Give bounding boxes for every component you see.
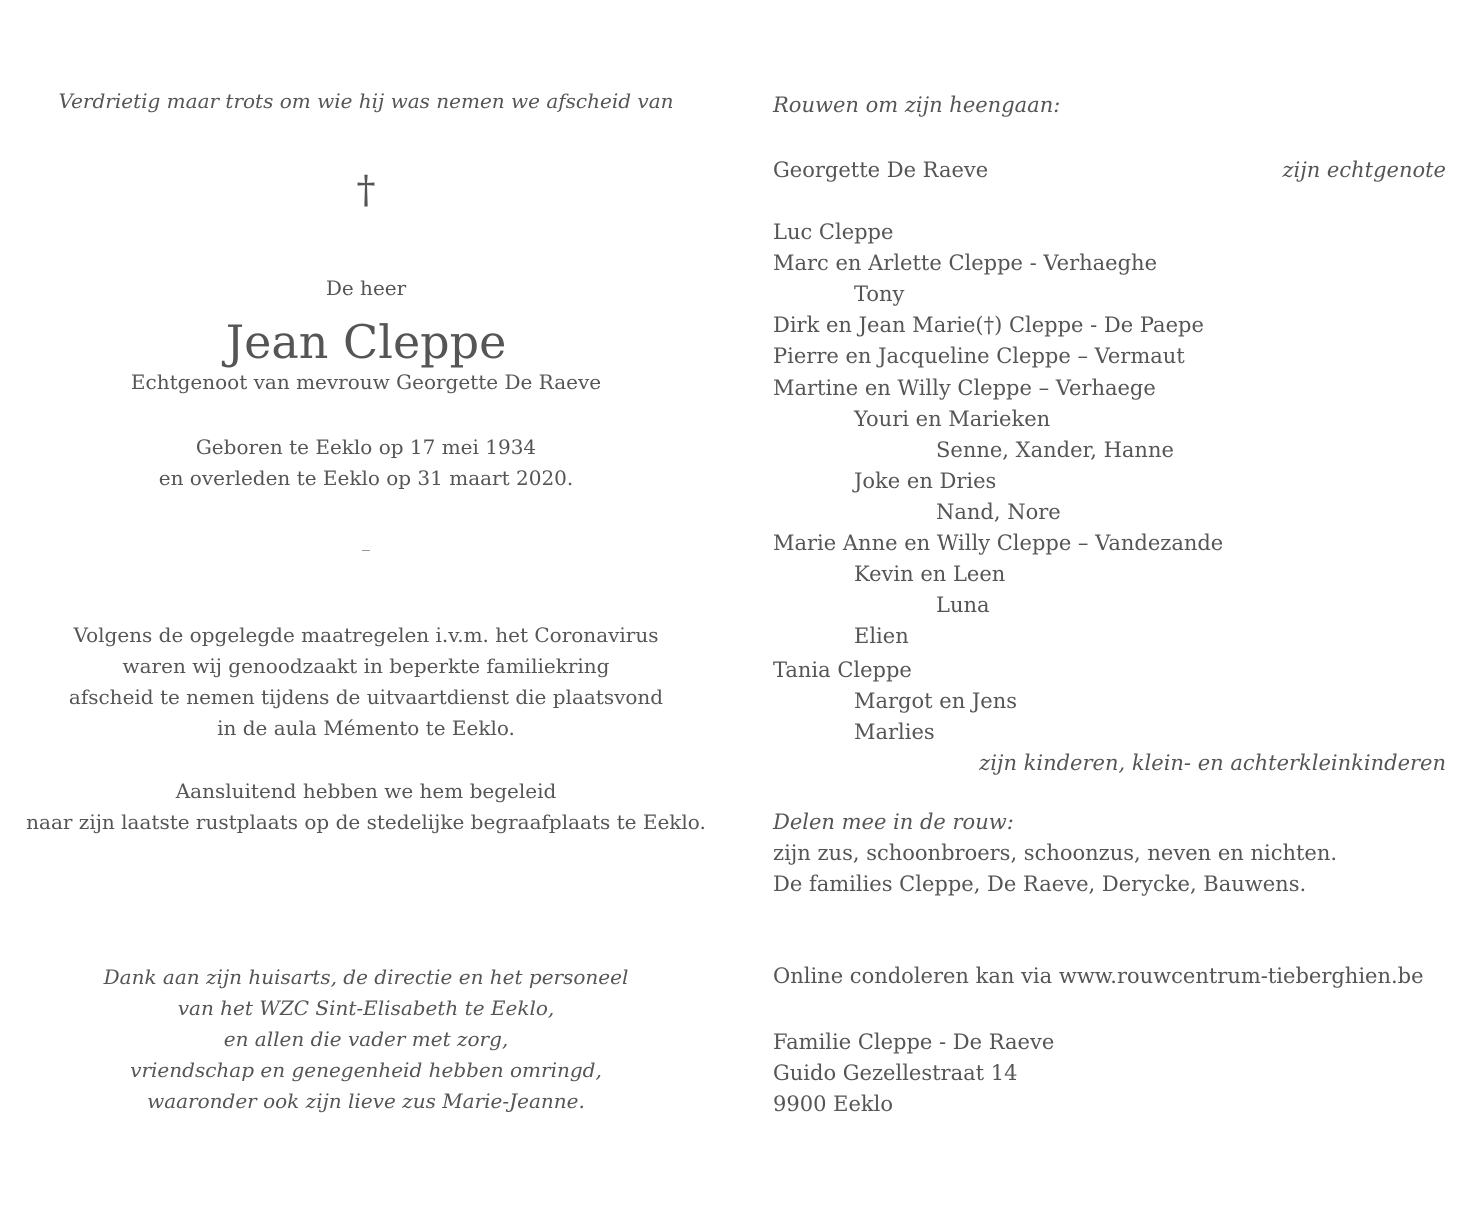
family-member: Senne, Xander, Hanne: [936, 438, 1174, 462]
spouse-name: Georgette De Raeve: [773, 158, 989, 182]
family-role: zijn kinderen, klein- en achterkleinkinderen: [979, 751, 1446, 775]
family-member: Marlies: [854, 720, 935, 744]
family-member: Nand, Nore: [936, 500, 1061, 524]
thanks-line: Dank aan zijn huisarts, de directie en het personeel: [103, 965, 629, 989]
corona-line: Volgens de opgelegde maatregelen i.v.m. het Coronavirus: [73, 623, 659, 647]
burial-line: Aansluitend hebben we hem begeleid: [175, 779, 557, 803]
family-member: Marie Anne en Willy Cleppe – Vandezande: [773, 531, 1224, 555]
thanks-paragraph: [16, 962, 716, 1117]
family-member: Margot en Jens: [854, 689, 1018, 713]
spouse-line: Echtgenoot van mevrouw Georgette De Raeve: [130, 370, 602, 394]
family-member: Joke en Dries: [854, 469, 997, 493]
online-condolence: Online condoleren kan via www.rouwcentrum-tieberghien.be: [773, 964, 1424, 988]
corona-line: in de aula Mémento te Eeklo.: [217, 716, 515, 740]
spouse-role: zijn echtgenote: [1282, 158, 1446, 182]
family-member: Pierre en Jacqueline Cleppe – Vermaut: [773, 344, 1185, 368]
family-member: Dirk en Jean Marie(†) Cleppe - De Paepe: [773, 313, 1204, 337]
corona-line: afscheid te nemen tijdens de uitvaartdienst die plaatsvond: [68, 685, 664, 709]
death-line: en overleden te Eeklo op 31 maart 2020.: [158, 466, 574, 490]
deceased-name: Jean Cleppe: [225, 315, 507, 369]
share-line: zijn zus, schoonbroers, schoonzus, neven en nichten.: [773, 841, 1338, 865]
intro-text: Verdrietig maar trots om wie hij was nemen we afscheid van: [58, 89, 674, 113]
birth-line: Geboren te Eeklo op 17 mei 1934: [195, 435, 537, 459]
corona-paragraph: [16, 620, 716, 744]
thanks-line: van het WZC Sint-Elisabeth te Eeklo,: [177, 996, 555, 1020]
thanks-line: waaronder ook zijn lieve zus Marie-Jeanne.: [147, 1089, 585, 1113]
mourning-heading: Rouwen om zijn heengaan:: [773, 93, 1061, 117]
salutation: De heer: [325, 276, 407, 300]
address-line: Guido Gezellestraat 14: [773, 1061, 1018, 1085]
family-member: Elien: [854, 624, 909, 648]
burial-line: naar zijn laatste rustplaats op de stedelijke begraafplaats te Eeklo.: [26, 810, 706, 834]
family-member: Tony: [854, 282, 905, 306]
family-member: Kevin en Leen: [854, 562, 1006, 586]
share-line: De families Cleppe, De Raeve, Derycke, Bauwens.: [773, 872, 1307, 896]
thanks-line: vriendschap en genegenheid hebben omringd,: [130, 1058, 602, 1082]
thanks-line: en allen die vader met zorg,: [223, 1027, 509, 1051]
address-line: Familie Cleppe - De Raeve: [773, 1030, 1055, 1054]
corona-line: waren wij genoodzaakt in beperkte familiekring: [122, 654, 610, 678]
family-member: Marc en Arlette Cleppe - Verhaeghe: [773, 251, 1157, 275]
share-heading: Delen mee in de rouw:: [773, 810, 1014, 834]
cross-icon: †: [356, 168, 376, 212]
family-member: Martine en Willy Cleppe – Verhaege: [773, 376, 1156, 400]
family-member: Youri en Marieken: [854, 407, 1051, 431]
address-line: 9900 Eeklo: [773, 1092, 893, 1116]
burial-paragraph: [16, 776, 716, 838]
separator: _: [362, 532, 370, 551]
family-member: Luc Cleppe: [773, 220, 894, 244]
family-member: Luna: [936, 593, 990, 617]
family-member: Tania Cleppe: [773, 658, 912, 682]
